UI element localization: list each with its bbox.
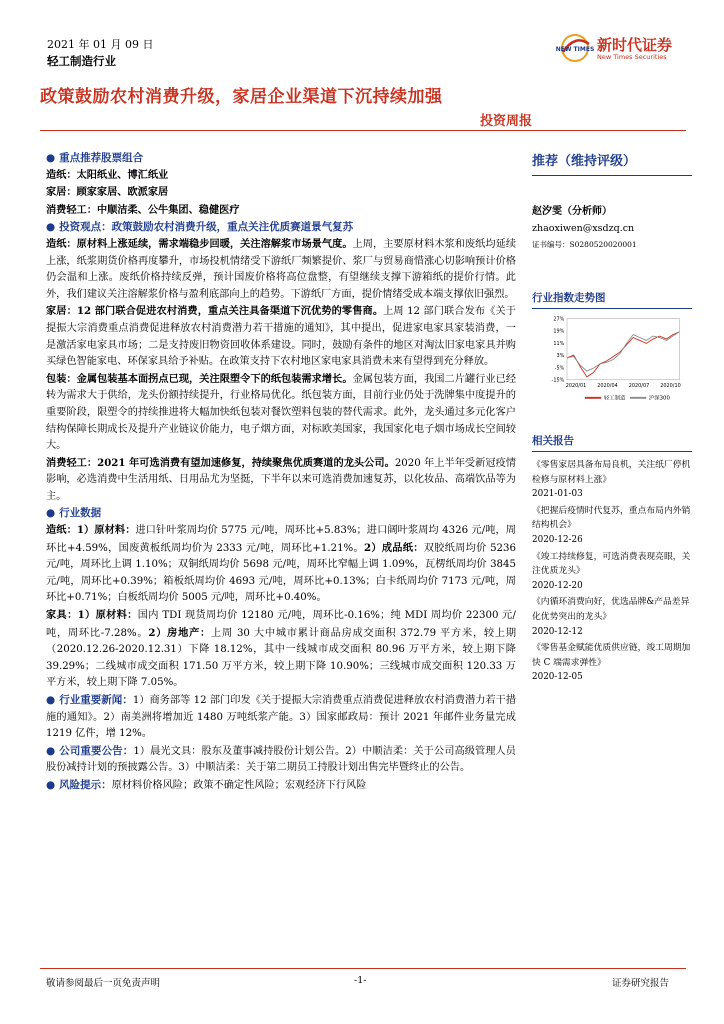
company-logo bbox=[555, 30, 685, 70]
logo-en: New Times Securities bbox=[597, 53, 667, 61]
paragraph: ● 风险提示：原材料价格风险；政策不确定性风险；宏观经济下行风险 bbox=[46, 778, 367, 791]
analyst-name: 赵汐雯（分析师） bbox=[532, 206, 612, 217]
bullet-icon: ● bbox=[46, 744, 56, 757]
y-tick-label: 27% bbox=[553, 316, 565, 323]
paragraph: 造纸：原材料上涨延续，需求端稳步回暖，关注溶解浆市场景气度。上周，主要原材料木浆和废纸均延续上涨，纸浆期货价格再度攀升，市场投机情绪受下游纸厂频繁提价、浆厂与贸易商惜涨心切影响预计价格仍会温和上涨。废纸价格持续反弹，预计国废价格将高位盘整，有望继续支撑下游箱纸的提价行情。此外，我们建议关注溶解浆价格与盈利底部向上的趋势。下游纸厂方面，提价情绪受成本端支撑依旧强烈。 bbox=[46, 237, 517, 300]
section-heading: ● 投资观点：政策鼓励农村消费升级，重点关注优质赛道景气复苏 bbox=[46, 221, 354, 234]
paragraph: 家具：1）原材料：国内 TDI 现货周均价 12180 元/吨，周环比-0.16%；纯 MDI 周均价 22300 元/吨，周环比-7.28%。2）房地产：上周 30 大中城市累计商品房成交面积 372.79 平方米，较上期（2020.12.26-2020.12.31）下降 18.12%，其中一线城市成交面积 80.96 万平方米，较上期下降 39.29%；二线城市成交面积 171.50 万平方米，较上期下降 10.90%；三线城市成交面积 120.33 万平方米，较上期下降 7.05%。 bbox=[46, 609, 517, 689]
x-tick-label: 2020/10 bbox=[660, 383, 681, 389]
page-number: -1- bbox=[354, 975, 367, 986]
x-tick-label: 2020/07 bbox=[628, 383, 650, 389]
bullet-icon: ● bbox=[46, 221, 56, 234]
analyst-cert: 证书编号：S0280520020001 bbox=[532, 240, 637, 249]
legend-label: 沪深300 bbox=[648, 395, 670, 402]
portfolio-row: 造纸：太阳纸业、博汇纸业 bbox=[46, 168, 169, 181]
y-tick-label: -15% bbox=[551, 377, 565, 384]
paragraph: 消费轻工：2021 年可选消费有望加速修复，持续聚焦优质赛道的龙头公司。2020 年上半年受新冠疫情影响，必选消费中生活用纸、日用品尤为坚挺，下半年以来可选消费加速复苏，以化妆品、高端饮品等为主。 bbox=[46, 456, 516, 502]
footer-disclaimer: 敬请参阅最后一页免责声明 bbox=[46, 978, 161, 989]
index-trend-chart bbox=[532, 315, 692, 405]
main-content bbox=[46, 150, 516, 795]
sidebar bbox=[532, 150, 692, 687]
industry-name: 轻工制造行业 bbox=[47, 54, 116, 68]
logo-mark-icon bbox=[555, 30, 595, 66]
paragraph: 包装：金属包装基本面拐点已现，关注限塑令下的纸包装需求增长。金属包装方面，我国二片罐行业已经转为需求大于供给，龙头份额持续提升，行业格局优化。纸包装方面，目前行业仍处于洗牌集中度提升的重要阶段，限塑令的持续推进将大幅加快纸包装对餐饮塑料包装的替代需求。此外，龙头通过多元化客户结构保障长期成长及提升产业链议价能力，电子烟方面，对标欧美国家，我国家化电子烟市场成长空间较大。 bbox=[46, 372, 517, 452]
analyst-email[interactable]: zhaoxiwen@xsdzq.cn bbox=[532, 223, 635, 234]
related-reports bbox=[532, 458, 692, 685]
bullet-icon: ● bbox=[46, 152, 56, 164]
y-tick-label: 3% bbox=[556, 353, 565, 360]
footer-divider bbox=[40, 968, 686, 969]
logo-mark-text: NEW TIMES bbox=[555, 46, 595, 53]
related-report[interactable]: 《零售基金赋能优质供应链，竣工周期加快 C 端需求弹性》 2020-12-05 bbox=[532, 643, 691, 683]
portfolio-row: 家居：顾家家居、欧派家居 bbox=[46, 186, 169, 199]
section-heading: ● 行业数据 bbox=[46, 507, 102, 520]
bullet-icon: ● bbox=[46, 694, 56, 706]
report-title: 政策鼓励农村消费升级，家居企业渠道下沉持续加强 bbox=[40, 87, 443, 107]
legend-label: 轻工制造 bbox=[603, 395, 626, 402]
header-divider bbox=[40, 130, 686, 131]
section-heading: ● 重点推荐股票组合 bbox=[46, 152, 144, 164]
related-report[interactable]: 《把握后疫情时代复苏，重点布局内外销结构机会》 2020-12-26 bbox=[532, 505, 691, 545]
related-report[interactable]: 《竣工持续修复，可选消费表现亮眼，关注优质龙头》 2020-12-20 bbox=[532, 551, 691, 591]
x-tick-label: 2020/04 bbox=[597, 383, 618, 389]
related-title: 相关报告 bbox=[532, 433, 692, 452]
bullet-icon: ● bbox=[46, 507, 56, 520]
paragraph: 造纸：1）原材料：进口针叶浆周均价 5775 元/吨，周环比+5.83%；进口阔叶浆周均 4326 元/吨，周环比+4.59%，国废黄板纸周均价为 2333 元/吨，周环比+1.21%。2）成品纸：双胶纸周均价 5236 元/吨，周环比上调 1.10%；双铜纸周均价 5698 元/吨，周环比窄幅上调 1.09%，瓦楞纸周均价 3845 元/吨，周环比+0.39%；箱板纸周均价 4693 元/吨，周环比+0.13%；白卡纸周均价 7173 元/吨，周环比+0.71%；白板纸周均价 5005 元/吨，周环比+0.40%。 bbox=[46, 524, 517, 604]
x-tick-label: 2020/01 bbox=[565, 383, 587, 389]
report-date: 2021 年 01 月 09 日 bbox=[47, 38, 154, 51]
logo-name: 新时代证券 bbox=[597, 36, 673, 54]
paragraph: ● 公司重要公告：1）晨光文具：股东及董事减持股份计划公告。2）中顺洁柔：关于公司高级管理人员股份减持计划的预披露公告。3）中顺洁柔：关于第二期员工持股计划出售完毕暨终止的公告。 bbox=[46, 744, 516, 774]
related-report[interactable]: 《内循环消费向好，优选品牌&产品差异化优势突出的龙头》 2020-12-12 bbox=[532, 597, 690, 637]
related-report[interactable]: 《零售家居具备布局良机，关注纸厂停机检修与原材料上涨》 2021-01-03 bbox=[532, 460, 691, 500]
paragraph: 家居：12 部门联合促进农村消费，重点关注具备渠道下沉优势的零售商。上周 12 部门联合发布《关于提振大宗消费重点消费促进释放农村消费潜力若干措施的通知》，其中提出，促进家电家具家装消费，一是激活家电家具市场；二是支持废旧物资回收体系建设。同时，鼓励有条件的地区对淘汰旧家电家具并购买绿色智能家电、环保家具给予补贴。在政策支持下农村地区家电家具消费未来有望得到充分释放。 bbox=[46, 305, 516, 368]
footer-report-label: 证券研究报告 bbox=[612, 978, 670, 989]
report-type: 投资周报 bbox=[480, 114, 533, 129]
rating: 推荐（维持评级） bbox=[532, 150, 692, 176]
y-tick-label: 19% bbox=[553, 328, 565, 335]
chart-title: 行业指数走势图 bbox=[532, 290, 692, 309]
y-tick-label: 11% bbox=[553, 340, 565, 347]
y-tick-label: -5% bbox=[554, 365, 565, 372]
paragraph: ● 行业重要新闻：1）商务部等 12 部门印发《关于提振大宗消费重点消费促进释放农村消费潜力若干措施的通知》。2）南美洲将增加近 1480 万吨纸浆产能。3）国家邮政局：预计 2021 年邮件业务量完成 1219 亿件，增 12%。 bbox=[46, 694, 517, 740]
portfolio-row: 消费轻工：中顺洁柔、公牛集团、稳健医疗 bbox=[46, 203, 240, 216]
bullet-icon: ● bbox=[46, 778, 56, 791]
